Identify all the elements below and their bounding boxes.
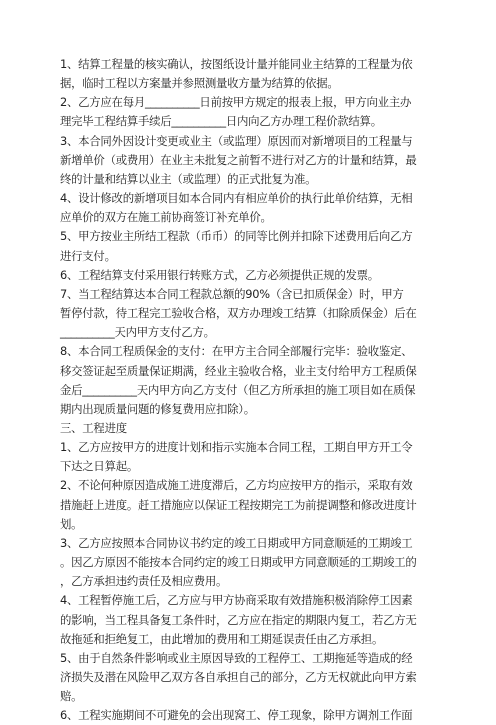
text-line: 理完毕工程结算手续后__________日内向乙方办理工程价款结算。 — [60, 114, 382, 129]
text-line: 7、当工程结算达本合同工程款总额的90%（含已扣质保金）时，甲方 — [60, 286, 404, 301]
text-line: 1、乙方应按甲方的进度计划和指示实施本合同工程，工期自甲方开工令 — [60, 440, 413, 455]
text-line: 故拖延和拒绝复工，由此增加的费用和工期延误责任由乙方承担。 — [60, 631, 384, 646]
text-line: 4、设计修改的新增项目如本合同内有相应单价的执行此单价结算，无相 — [60, 191, 413, 206]
text-line: 据，临时工程以方案量并参照测量收方量为结算的依据。 — [60, 76, 339, 91]
text-line: 移交签证起至质量保证期满，经业主验收合格，业主支付给甲方工程质保 — [60, 363, 417, 378]
text-line: 2、不论何种原因造成施工进度滞后，乙方均应按甲方的指示，采取有效 — [60, 478, 413, 493]
text-line: 1、结算工程量的核实确认，按图纸设计量并能同业主结算的工程量为依 — [60, 57, 413, 71]
text-line: 应单价的双方在施工前协商签订补充单价。 — [60, 210, 272, 225]
text-line: 新增单价（或费用）在业主未批复之前暂不进行对乙方的计量和结算，最 — [60, 152, 417, 167]
text-line: 4、工程暂停施工后，乙方应与甲方协商采取有效措施积极消除停工因素 — [60, 593, 413, 608]
text-line: 6、工程结算支付采用银行转账方式，乙方必须提供正规的发票。 — [60, 267, 379, 282]
text-line: 终的计量和结算以业主（或监理）的正式批复为准。 — [60, 171, 317, 186]
section-heading: 三、工程进度 — [60, 420, 127, 435]
document-body — [60, 55, 442, 725]
text-line: 期内出现质量问题的修复费用应扣除）。 — [60, 401, 255, 416]
text-line: 的影响，当工程具备复工条件时，乙方应在指定的期限内复工，若乙方无 — [60, 612, 417, 627]
text-line: 8、本合同工程质保金的支付：在甲方主合同全部履行完毕：验收鉴定、 — [60, 344, 413, 359]
text-line: 划。 — [60, 516, 83, 531]
text-line: 。因乙方原因不能按本合同约定的竣工日期或甲方同意顺延的工期竣工的 — [60, 555, 417, 570]
text-line: ，乙方承担违约责任及相应费用。 — [60, 574, 228, 589]
text-line: 5、甲方按业主所结工程款（币币）的同等比例并扣除下述费用后向乙方 — [60, 229, 413, 244]
text-line: 措施赶上进度。赶工措施应以保证工程按期完工为前提调整和修改进度计 — [60, 497, 417, 512]
text-line: 济损失及潜在风险甲乙双方各自承担自己的部分，乙方无权就此向甲方索 — [60, 670, 417, 684]
text-line: 金后__________天内甲方向乙方支付（但乙方所承担的施工项目如在质保 — [60, 382, 416, 397]
text-line: 5、由于自然条件影响或业主原因导致的工程停工、工期拖延等造成的经 — [60, 650, 413, 665]
text-line: __________天内甲方支付乙方。 — [60, 325, 215, 340]
text-line: 3、乙方应按照本合同协议书约定的竣工日期或甲方同意顺延的工期竣工 — [60, 535, 413, 550]
text-line: 暂停付款，待工程完工验收合格，双方办理竣工结算（扣除质保金）后在 — [60, 306, 417, 321]
text-line: 2、乙方应在每月__________日前按甲方规定的报表上报，甲方向业主办 — [60, 95, 412, 110]
text-line: 3、本合同外因设计变更或业主（或监理）原因而对新增项目的工程量与 — [60, 133, 413, 148]
text-line: 进行支付。 — [60, 248, 116, 263]
text-line: 6、工程实施期间不可避免的会出现窝工、停工现象，除甲方调剂工作面 — [60, 708, 413, 723]
text-line: 赔。 — [60, 689, 83, 704]
text-line: 下达之日算起。 — [60, 459, 138, 474]
